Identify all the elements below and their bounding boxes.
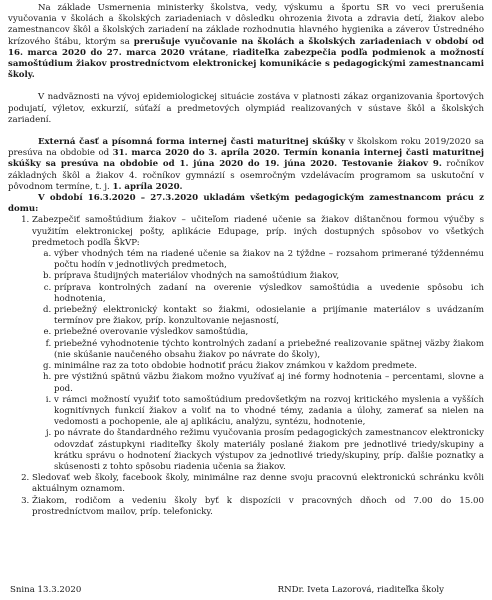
intro-bold-2: riaditeľka zabezpečia podľa podmienok a možností samoštúdium žiakov prostredníctvom elektronickej komunikácie s pedagogickými zamestnancami školy. <box>8 47 485 81</box>
maturita-paragraph <box>8 137 484 193</box>
task-item-1-text: Zabezpečiť samoštúdium žiakov – učiteľom riadené učenie sa žiakov dištančnou formou výučby s využitím elektronickej pošty, aplikácie Edupage, príp. iných dostupných spôsobov vo všetkých predmetoch podľa ŠkVP: <box>32 215 484 248</box>
task-item-3: 3. Žiakom, rodičom a vedeniu školy byť k dispozícii v pracovných dňoch od 7.00 do 15.00 prostredníctvom mailov, príp. telefonicky. <box>32 496 484 518</box>
subtask-item: a. výber vhodných tém na riadené učenie sa žiakov na 2 týždne – rozsahom primerané týždennému počtu hodín v jednotlivých predmetoch, <box>54 249 484 271</box>
task-item-1 <box>32 215 484 473</box>
task-item-2: 2. Sledovať web školy, facebook školy, minimálne raz denne svoju pracovnú elektronickú schránku kvôli aktuálnym oznamom. <box>32 473 484 495</box>
maturita-bold-3: 1. apríla 2020. <box>112 181 183 192</box>
subtask-item: g. minimálne raz za toto obdobie hodnotiť prácu žiakov známkou v každom predmete. <box>54 361 484 372</box>
subtask-item: j. po návrate do štandardného režimu vyučovania prosím pedagogických zamestnancov elektronicky odovzdať zástupkyni riaditeľky školy materiály poslané žiakom pre jednotlivé triedy/skupiny a krátku správu o hodnotení žiackych výstupov za jednotlivé triedy/skupiny, príp. ďalšie poznatky a skúsenosti z tohto spôsobu riadenia učenia sa žiakov. <box>54 428 484 473</box>
subtask-item: f. priebežné vyhodnotenie týchto kontrolných zadaní a priebežné realizovanie spätnej väzby žiakom (nie skúšanie naučeného obsahu žiakov po návrate do školy), <box>54 339 484 361</box>
document-footer <box>8 585 484 596</box>
subtask-item: c. príprava kontrolných zadaní na overenie výsledkov samoštúdia a uvedenie spôsobu ich hodnotenia, <box>54 283 484 305</box>
maturita-text-1: v školskom roku 2019/2020 sa presúva na obdobie od <box>8 137 484 159</box>
intro-text-1: Na základe Usmernenia ministerky školstva, vedy, výskumu a športu SR vo veci prerušenia vyučovania v školách a školských zariadeniach v dôsledku ohrozenia života a zdravia detí, žiakov alebo zamestnancov škôl a školských zariadení na základe rozhodnutia hlavného hygienika a záverov Ústredného krízového štábu, ktorým sa <box>8 3 484 47</box>
intro-bold-1: prerušuje vyučovanie na školách a školských zariadeniach v období od 16. marca 2020 do 27. marca 2020 vrátane <box>8 36 484 58</box>
intro-paragraph <box>8 3 484 81</box>
tasks-list <box>8 215 484 517</box>
subtask-item: d. priebežný elektronický kontakt so žiakmi, odosielanie a prijímanie materiálov s uvádzaním termínov pre žiakov, príp. konzultovanie nejasností, <box>54 305 484 327</box>
subtask-item: b. príprava študijných materiálov vhodných na samoštúdium žiakov, <box>54 271 484 282</box>
place-date: Snina 13.3.2020 <box>10 585 82 595</box>
task-sublist <box>32 249 484 473</box>
maturita-bold-1: Externá časť a písomná forma internej časti maturitnej skúšky <box>38 137 346 148</box>
tasks-heading <box>8 193 484 215</box>
maturita-bold-2: 31. marca 2020 do 3. apríla 2020. Termín konania internej časti maturitnej skúšky sa presúva na obdobie od 1. júna 2020 do 19. júna 2020. Testovanie žiakov 9. <box>8 148 484 170</box>
maturita-text-2: ročníkov základných škôl a žiakov 4. ročníkov gymnázií s osemročným vzdelávacím programom sa uskutoční v pôvodnom termíne, t. j. <box>8 159 484 192</box>
events-ban-paragraph: V nadväznosti na vývoj epidemiologickej situácie zostáva v platnosti zákaz organizovania športových podujatí, výletov, exkurzií, súťaží a predmetových olympiád realizovaných v sústave škôl a školských zariadení. <box>8 92 484 125</box>
signature: RNDr. Iveta Lazorová, riaditeľka školy <box>277 585 444 595</box>
subtask-item: h. pre výstižnú spätnú väzbu žiakom možno využívať aj iné formy hodnotenia – percentami, slovne a pod. <box>54 372 484 394</box>
subtask-item: i. v rámci možností využiť toto samoštúdium predovšetkým na rozvoj kritického myslenia a vyšších kognitívnych funkcií žiakov a voliť na to vhodné témy, zadania a úlohy, zamerať sa nielen na vedomosti a pochopenie, ale aj aplikáciu, analýzu, syntézu, hodnotenie, <box>54 395 484 429</box>
tasks-heading-text: V období 16.3.2020 – 27.3.2020 ukladám všetkým pedagogickým zamestnancom prácu z domu: <box>8 193 484 215</box>
subtask-item: e. priebežné overovanie výsledkov samoštúdia, <box>54 327 484 338</box>
intro-text-2: , <box>225 47 233 58</box>
